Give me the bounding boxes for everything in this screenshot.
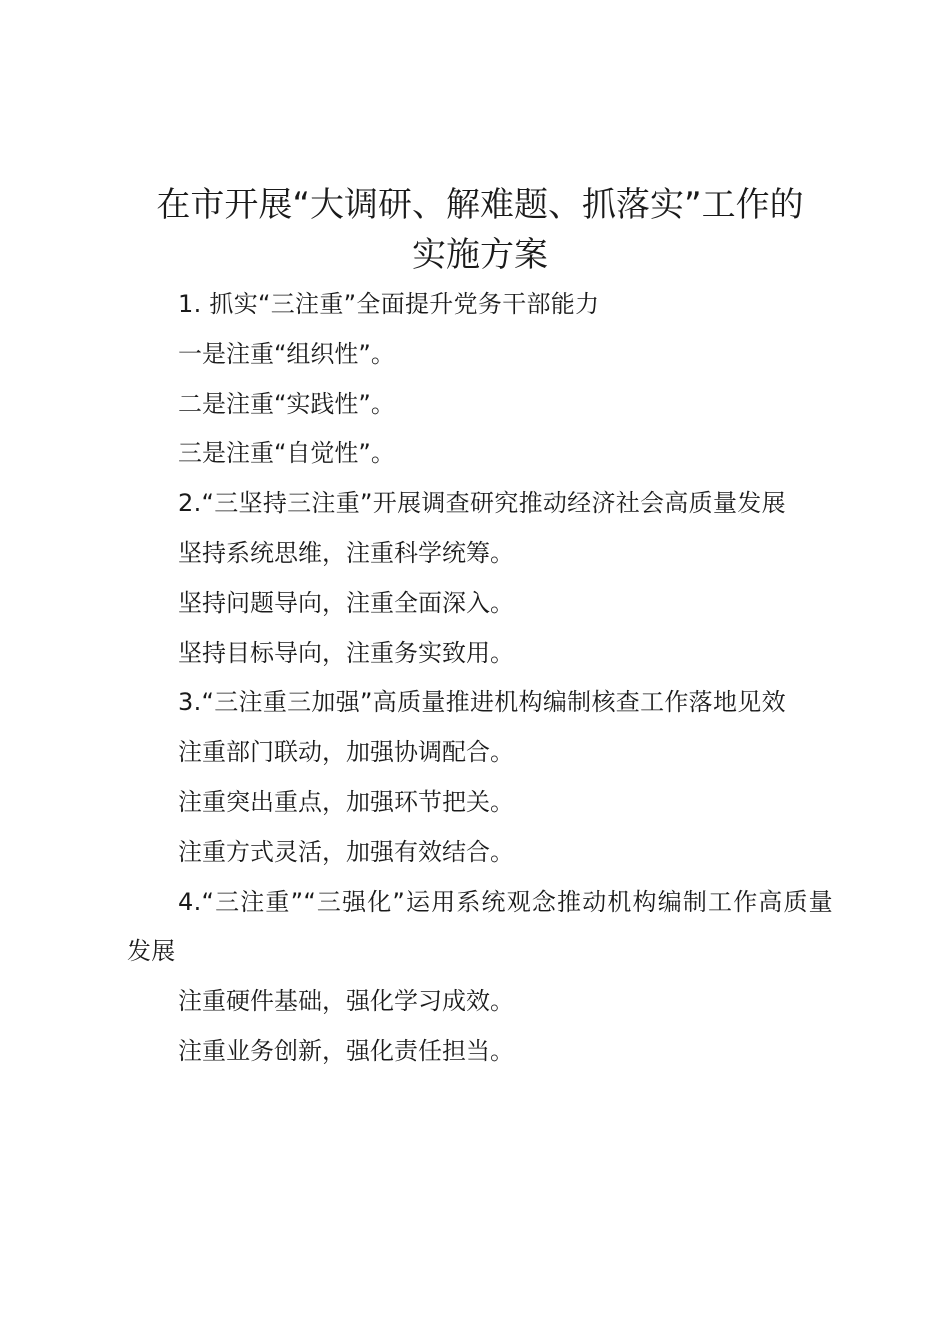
paragraph: 三是注重“自觉性”。 [178, 439, 395, 468]
paragraph: 坚持目标导向，注重务实致用。 [178, 638, 514, 667]
section-heading-2: 2.“三坚持三注重”开展调查研究推动经济社会高质量发展 [178, 489, 786, 518]
paragraph: 坚持系统思维，注重科学统筹。 [178, 538, 514, 567]
paragraph: 注重方式灵活，加强有效结合。 [178, 837, 514, 866]
paragraph: 注重突出重点，加强环节把关。 [178, 787, 514, 816]
paragraph: 二是注重“实践性”。 [178, 389, 395, 418]
document-body [127, 280, 833, 1077]
document-title [110, 180, 850, 280]
paragraph: 注重硬件基础，强化学习成效。 [178, 987, 514, 1016]
section-heading-4: 4.“三注重”“三强化”运用系统观念推动机构编制工作高质量发展 [127, 887, 833, 966]
paragraph: 一是注重“组织性”。 [178, 339, 395, 368]
section-heading-3: 3.“三注重三加强”高质量推进机构编制核查工作落地见效 [178, 688, 786, 717]
paragraph: 坚持问题导向，注重全面深入。 [178, 588, 514, 617]
title-line-1: 在市开展“大调研、解难题、抓落实”工作的 [156, 185, 804, 225]
section-heading-1: 1. 抓实“三注重”全面提升党务干部能力 [178, 290, 600, 318]
title-line-2: 实施方案 [412, 235, 548, 275]
paragraph: 注重部门联动，加强协调配合。 [178, 738, 514, 767]
paragraph: 注重业务创新，强化责任担当。 [178, 1036, 514, 1065]
